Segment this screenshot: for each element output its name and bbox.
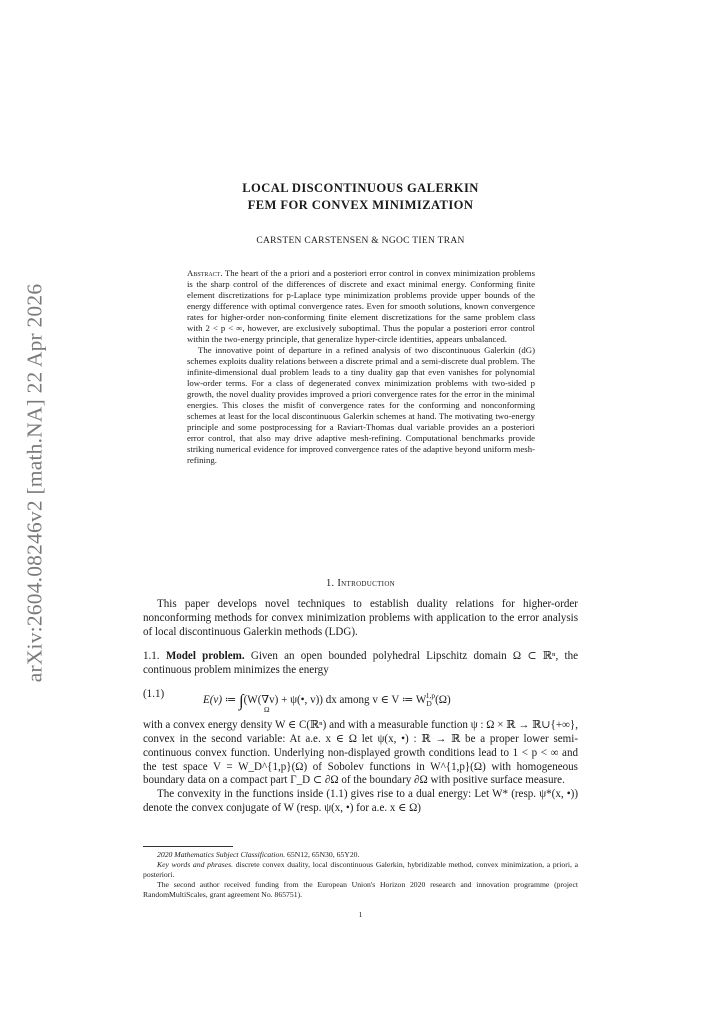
paragraph-3: The convexity in the functions inside (1.1) gives rise to a dual energy: Let W* (resp. ψ*(x, •)) denote the convex conjugate of W (resp. ψ(x, •) for a.e. x ∈ Ω) bbox=[143, 788, 578, 815]
equation-integrand: (W(∇v) + ψ(•, v)) dx among v ∈ V ≔ W bbox=[243, 694, 427, 706]
arxiv-stamp-text: arXiv:2604.08246v2 [math.NA] 22 Apr 2026 bbox=[22, 283, 47, 683]
abstract-paragraph-2: The innovative point of departure in a refined analysis of two discontinuous Galerkin (dG) schemes exploits duality relations between a discrete primal and a semi-discrete dual problem. The infinite-dimensional dual problem leads to a tiny duality gap that even vanishes for polynomial low-order terms. For a class of degenerated convex minimization problems with two-sided p growth, the novel duality provides improved a priori convergence rates for the error in the minimal energies. This closes the misfit of convergence rates for the conforming and nonconforming schemes at least for the local discontinuous Galerkin schemes at hand. The motivating two-energy principle and some postprocessing for a Raviart-Thomas dual variable provides an a posteriori error control, that also may drive adaptive mesh-refining. Computational benchmarks provide striking numerical evidence for improved convergence rates of the adaptive beyond uniform mesh-refining. bbox=[187, 345, 535, 465]
equation-1-1 bbox=[143, 681, 578, 713]
subsection-text: Given an open bounded polyhedral Lipschitz domain Ω ⊂ ℝⁿ, the continuous problem minimizes the energy bbox=[143, 650, 579, 676]
section-heading bbox=[0, 578, 721, 589]
footnote-rule bbox=[143, 846, 233, 847]
intro-block bbox=[143, 598, 578, 640]
paragraph-block-2 bbox=[143, 719, 578, 816]
integral-domain: Ω bbox=[264, 705, 270, 714]
paragraph-2: with a convex energy density W ∈ C(ℝⁿ) and with a measurable function ψ : Ω × ℝ → ℝ∪{+∞}, convex in the second variable: At a.e. x ∈ Ω let ψ(x, •) : ℝ → ℝ be a proper lower semi-continuous convex function. Underlying non-displayed growth conditions lead to 1 < p < ∞ and the test space V = W_D^{1,p}(Ω) of Sobolev functions in W^{1,p}(Ω) with homogeneous boundary data on a compact part Γ_D ⊂ ∂Ω of the boundary ∂Ω with positive surface measure. bbox=[143, 719, 578, 787]
equation-body bbox=[203, 688, 451, 708]
intro-paragraph: This paper develops novel techniques to establish duality relations for higher-order nonconforming methods for convex minimization problems with application to the error analysis of local discontinuous Galerkin methods (LDG). bbox=[143, 598, 578, 638]
subsection-block bbox=[143, 650, 578, 678]
section-title: Introduction bbox=[337, 578, 396, 589]
footnote-keywords-label: Key words and phrases. bbox=[157, 860, 233, 870]
abstract bbox=[187, 268, 535, 466]
space-subscript: D bbox=[426, 699, 432, 709]
section-number: 1. bbox=[325, 578, 335, 589]
space-tail: (Ω) bbox=[435, 694, 451, 706]
paper-authors: CARSTEN CARSTENSEN & NGOC TIEN TRAN bbox=[256, 236, 465, 246]
footnote-msc-codes: 65N12, 65N30, 65Y20. bbox=[287, 850, 360, 859]
paper-title-line-1: LOCAL DISCONTINUOUS GALERKIN bbox=[242, 181, 479, 195]
equation-lhs: E(v) ≔ bbox=[203, 694, 239, 706]
footnotes bbox=[143, 850, 578, 900]
footnote-funding: The second author received funding from the European Union's Horizon 2020 research and innovation programme (project RandomMultiScales, grant agreement No. 865751). bbox=[143, 880, 578, 900]
page-number: 1 bbox=[358, 910, 363, 919]
abstract-paragraph-1 bbox=[187, 268, 535, 345]
integral-sign: ∫ bbox=[238, 691, 244, 710]
footnote-msc bbox=[143, 850, 578, 860]
subsection-paragraph bbox=[143, 650, 578, 678]
footnote-keywords bbox=[143, 860, 578, 880]
space-superscript: 1,p bbox=[425, 691, 436, 701]
paper-title-line-2: FEM FOR CONVEX MINIMIZATION bbox=[247, 198, 474, 212]
equation-label: (1.1) bbox=[143, 688, 165, 700]
footnote-msc-label: 2020 Mathematics Subject Classification. bbox=[157, 850, 286, 859]
footnote-keywords-text: discrete convex duality, local discontinuous Galerkin, hybridizable method, convex minimization, a priori, a posteriori. bbox=[143, 860, 579, 880]
abstract-text-1: The heart of the a priori and a posteriori error control in convex minimization problems is the sharp control of the differences of discrete and exact minimal energy. Conforming finite element discretizations for p-Laplace type minimization problems provide upper bounds of the energy difference with optimal convergence rates. Even for smooth solutions, known convergence rates for higher-order non-conforming finite element discretizations for the same problem class with 2 < p < ∞, however, are exclusively suboptimal. Thus the popular a posteriori error control within the two-energy principle, that generalize hyper-circle identities, appears unbalanced. bbox=[187, 268, 536, 344]
arxiv-stamp bbox=[15, 283, 55, 683]
abstract-label: Abstract. bbox=[187, 268, 223, 278]
subsection-number: 1.1. bbox=[143, 650, 160, 662]
subsection-title: Model problem. bbox=[165, 650, 245, 662]
